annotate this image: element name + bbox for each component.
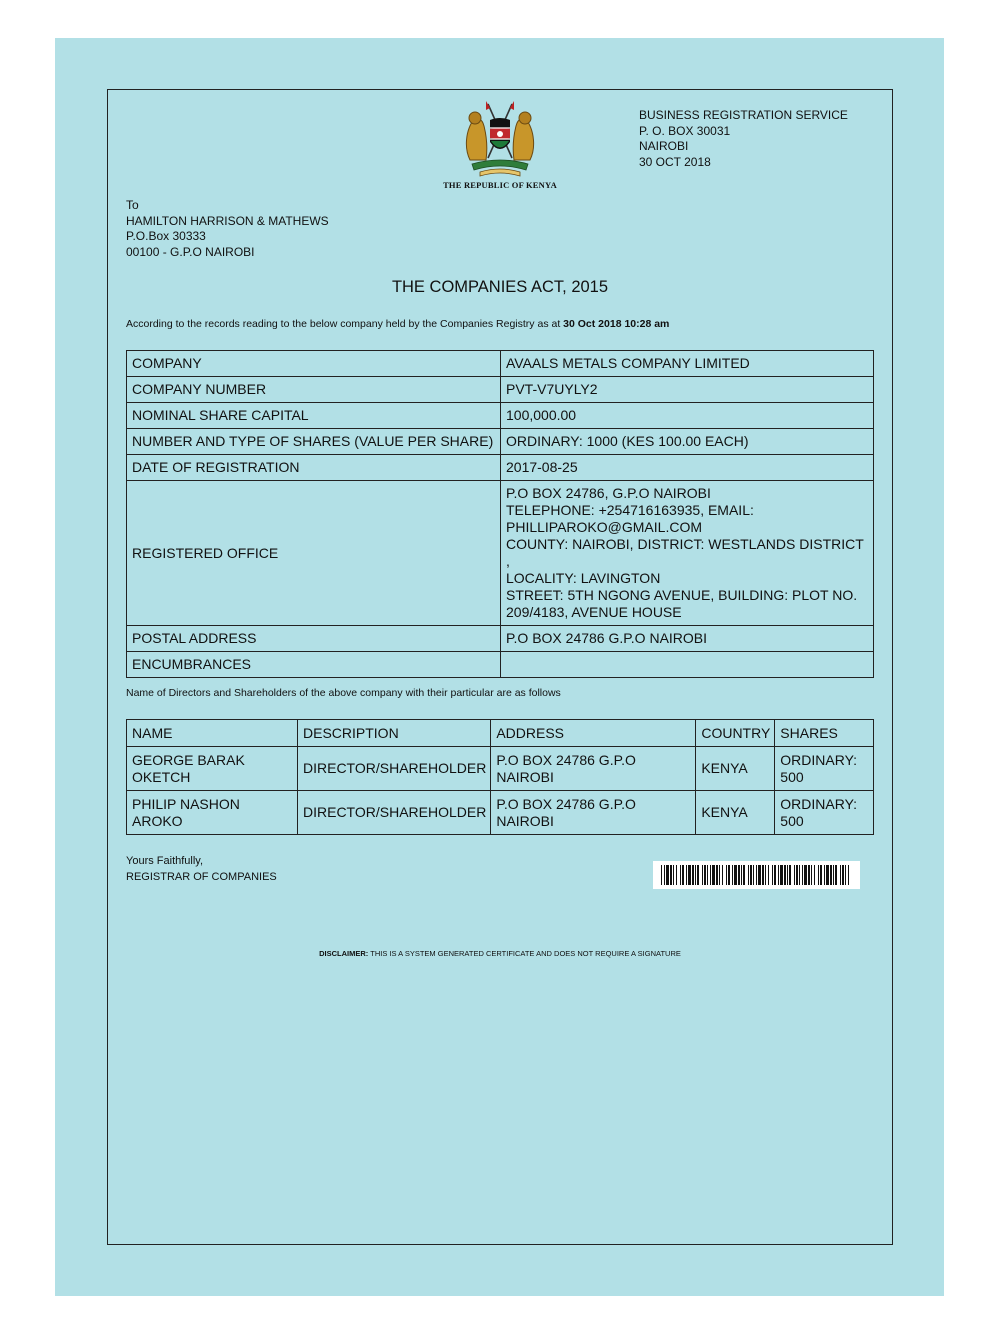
barcode-bar	[811, 865, 812, 885]
barcode-bar	[680, 865, 681, 885]
column-header-country: COUNTRY	[696, 720, 775, 747]
company-details-table	[126, 350, 874, 678]
nominal-share-capital-value: 100,000.00	[501, 403, 874, 429]
postal-address-label: POSTAL ADDRESS	[127, 626, 501, 652]
barcode-bar	[756, 865, 757, 885]
barcode-bar	[748, 865, 749, 885]
barcode-bar	[804, 865, 807, 885]
director-address-line: P.O BOX 24786 G.P.O	[496, 795, 636, 812]
issuer-po-box: P. O. BOX 30031	[639, 123, 731, 138]
registered-office-line: PHILLIPAROKO@GMAIL.COM	[506, 519, 702, 535]
table-row	[127, 351, 874, 377]
barcode-bar	[712, 865, 715, 885]
barcode-bar	[835, 865, 837, 885]
signoff	[126, 854, 277, 885]
barcode-bar	[743, 865, 745, 885]
barcode-bar	[702, 865, 703, 885]
barcode-bar	[814, 865, 815, 885]
barcode-bar	[753, 865, 754, 885]
directors-note: Name of Directors and Shareholders of the above company with their particular are as follows	[126, 687, 561, 699]
nominal-share-capital-label: NOMINAL SHARE CAPITAL	[127, 403, 501, 429]
barcode-bar	[719, 865, 720, 885]
recipient-to-label: To	[126, 198, 139, 212]
director-name	[127, 791, 298, 835]
emblem-caption: THE REPUBLIC OF KENYA	[443, 180, 557, 190]
barcode-bar	[820, 865, 822, 885]
director-shares: ORDINARY: 500	[775, 791, 874, 835]
encumbrances-value	[501, 652, 874, 678]
director-address-line: NAIROBI	[496, 812, 554, 829]
barcode-bar	[686, 865, 687, 885]
director-name	[127, 747, 298, 791]
table-row	[127, 481, 874, 626]
column-header-description: DESCRIPTION	[298, 720, 491, 747]
director-description: DIRECTOR/SHAREHOLDER	[298, 791, 491, 835]
company-number-label: COMPANY NUMBER	[127, 377, 501, 403]
postal-address-value: P.O BOX 24786 G.P.O NAIROBI	[501, 626, 874, 652]
encumbrances-label: ENCUMBRANCES	[127, 652, 501, 678]
barcode-bar	[758, 865, 761, 885]
director-name-line: GEORGE BARAK	[132, 751, 245, 768]
column-header-shares: SHARES	[775, 720, 874, 747]
table-row	[127, 652, 874, 678]
recipient-postal-code: 00100 - G.P.O NAIROBI	[126, 244, 255, 259]
issue-date: 30 OCT 2018	[639, 154, 711, 169]
barcode-bar	[734, 865, 737, 885]
column-header-address: ADDRESS	[491, 720, 696, 747]
director-address-line: NAIROBI	[496, 768, 554, 785]
barcode-bar	[670, 865, 672, 885]
recipient-name: HAMILTON HARRISON & MATHEWS	[126, 213, 329, 228]
records-note-text: According to the records reading to the below company held by the Companies Registry as at	[126, 318, 564, 330]
registration-date-label: DATE OF REGISTRATION	[127, 455, 501, 481]
barcode-bar	[692, 865, 694, 885]
barcode-bar	[762, 865, 764, 885]
shares-type-label: NUMBER AND TYPE OF SHARES (VALUE PER SHARE)	[127, 429, 501, 455]
company-label: COMPANY	[127, 351, 501, 377]
barcode-bar	[688, 865, 691, 885]
barcode-bar	[796, 865, 798, 885]
barcode-bar	[818, 865, 819, 885]
coat-of-arms	[440, 98, 560, 194]
barcode-bar	[716, 865, 718, 885]
barcode-bar	[833, 865, 834, 885]
barcode-bar	[789, 865, 791, 885]
barcode-bar	[830, 865, 832, 885]
barcode-bar	[661, 865, 662, 885]
records-timestamp: 30 Oct 2018 10:28 am	[563, 318, 670, 330]
company-number-value: PVT-V7UYLY2	[501, 377, 874, 403]
registered-office-line: STREET: 5TH NGONG AVENUE, BUILDING: PLOT NO.	[506, 587, 858, 603]
barcode-bar	[784, 865, 786, 885]
table-row	[127, 747, 874, 791]
barcode-bar	[842, 865, 844, 885]
barcode-bar	[741, 865, 742, 885]
coat-of-arms-icon	[450, 98, 550, 180]
issuer-name: BUSINESS REGISTRATION SERVICE	[639, 108, 848, 122]
barcode-bar	[787, 865, 788, 885]
director-name-line: OKETCH	[132, 768, 191, 785]
barcode-bar	[673, 865, 674, 885]
barcode-bar	[732, 865, 733, 885]
registered-office-value	[501, 481, 874, 626]
disclaimer	[0, 949, 1000, 958]
registered-office-line: COUNTY: NAIROBI, DISTRICT: WESTLANDS DISTRICT ,	[506, 536, 864, 569]
director-address	[491, 791, 696, 835]
barcode-bar	[682, 865, 684, 885]
barcode-bar	[697, 865, 699, 885]
director-address	[491, 747, 696, 791]
registered-office-line: LOCALITY: LAVINGTON	[506, 570, 661, 586]
recipient-address	[126, 198, 329, 260]
document-title: THE COMPANIES ACT, 2015	[391, 278, 609, 296]
barcode-bar	[780, 865, 783, 885]
table-row	[127, 403, 874, 429]
barcode-bar	[768, 865, 769, 885]
barcode-bar	[707, 865, 708, 885]
barcode-bar	[726, 865, 727, 885]
barcode-bar	[738, 865, 740, 885]
barcode-bar	[848, 865, 849, 885]
barcode-bar	[765, 865, 766, 885]
barcode-bar	[666, 865, 669, 885]
issuer-address	[639, 108, 848, 170]
barcode-bar	[799, 865, 800, 885]
registered-office-line: TELEPHONE: +254716163935, EMAIL:	[506, 502, 754, 518]
signoff-greeting: Yours Faithfully,	[126, 855, 204, 867]
barcode-bar	[794, 865, 795, 885]
signoff-title: REGISTRAR OF COMPANIES	[126, 870, 277, 883]
director-country: KENYA	[696, 791, 775, 835]
barcode-bar	[826, 865, 829, 885]
barcode-bar	[824, 865, 825, 885]
issuer-city: NAIROBI	[639, 139, 689, 153]
table-row	[127, 791, 874, 835]
table-row	[127, 455, 874, 481]
table-row	[127, 377, 874, 403]
shares-type-value: ORDINARY: 1000 (KES 100.00 EACH)	[501, 429, 874, 455]
barcode-bar	[774, 865, 776, 885]
barcode-bar	[802, 865, 803, 885]
registration-date-value: 2017-08-25	[501, 455, 874, 481]
director-description: DIRECTOR/SHAREHOLDER	[298, 747, 491, 791]
directors-table	[126, 719, 874, 835]
disclaimer-text: THIS IS A SYSTEM GENERATED CERTIFICATE AND DOES NOT REQUIRE A SIGNATURE	[368, 949, 681, 958]
table-row	[127, 626, 874, 652]
registered-office-line: P.O BOX 24786, G.P.O NAIROBI	[506, 485, 711, 501]
barcode-bar	[845, 865, 846, 885]
barcode-bar	[704, 865, 706, 885]
recipient-po-box: P.O.Box 30333	[126, 229, 206, 243]
barcode-bar	[840, 865, 841, 885]
barcode	[653, 861, 860, 889]
disclaimer-label: DISCLAIMER:	[319, 949, 369, 958]
barcode-bar	[728, 865, 730, 885]
barcode-bar	[778, 865, 779, 885]
director-country: KENYA	[696, 747, 775, 791]
registered-office-label: REGISTERED OFFICE	[127, 481, 501, 626]
barcode-bar	[750, 865, 752, 885]
records-note	[126, 318, 669, 330]
table-header-row	[127, 720, 874, 747]
director-shares: ORDINARY: 500	[775, 747, 874, 791]
barcode-bar	[664, 865, 665, 885]
barcode-bar	[710, 865, 711, 885]
director-name-line: PHILIP NASHON AROKO	[132, 795, 240, 829]
barcode-bar	[808, 865, 810, 885]
company-value: AVAALS METALS COMPANY LIMITED	[501, 351, 874, 377]
barcode-icon	[661, 865, 852, 885]
table-row	[127, 429, 874, 455]
barcode-bar	[772, 865, 773, 885]
barcode-bar	[722, 865, 723, 885]
director-address-line: P.O BOX 24786 G.P.O	[496, 751, 636, 768]
barcode-bar	[676, 865, 677, 885]
registered-office-line: 209/4183, AVENUE HOUSE	[506, 604, 682, 620]
barcode-bar	[695, 865, 696, 885]
column-header-name: NAME	[127, 720, 298, 747]
